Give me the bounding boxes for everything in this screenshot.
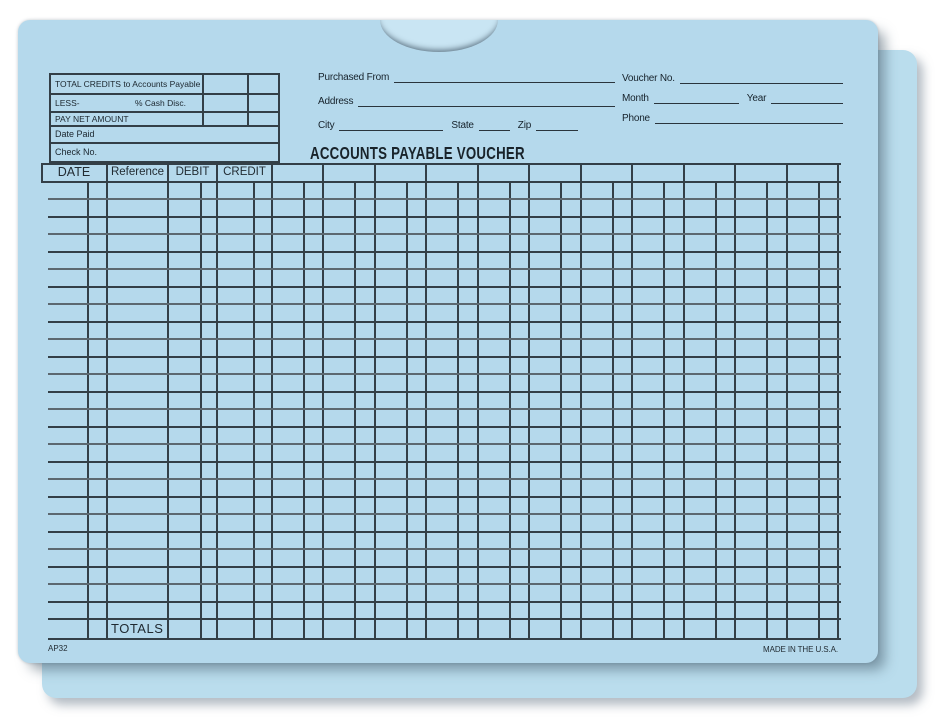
amount-cell (247, 113, 278, 125)
grid-line (457, 181, 459, 640)
page-title: ACCOUNTS PAYABLE VOUCHER (310, 143, 525, 163)
month-year-row (622, 92, 843, 104)
summary-label: Check No. (55, 147, 98, 157)
amount-cell (202, 75, 247, 93)
state-label: State (451, 120, 474, 131)
month-label: Month (622, 93, 649, 104)
summary-label: PAY NET AMOUNT (55, 113, 129, 124)
grid-line (48, 531, 841, 533)
grid-line (87, 181, 89, 640)
summary-row-total-credits (51, 75, 278, 93)
grid-line (48, 443, 841, 445)
grid-line (560, 181, 562, 640)
summary-label: TOTAL CREDITS to Accounts Payable (55, 78, 201, 89)
grid-line (48, 303, 841, 305)
grid-line (48, 373, 841, 375)
grid-line (48, 618, 841, 620)
grid-line (48, 251, 841, 253)
grid-line (766, 181, 768, 640)
phone-label: Phone (622, 113, 650, 124)
state-blank (479, 129, 510, 131)
zip-blank (536, 129, 578, 131)
grid-line (406, 181, 408, 640)
cash-disc-label: % Cash Disc. (134, 97, 186, 108)
amount-cell (202, 95, 247, 111)
amount-cell (202, 113, 247, 125)
grid-line (48, 566, 841, 568)
grid-line (48, 198, 841, 200)
year-label: Year (746, 93, 767, 104)
column-header-credit: CREDIT (223, 166, 266, 178)
address-label: Address (318, 96, 354, 107)
zip-label: Zip (517, 120, 532, 131)
less-label: LESS- (55, 97, 80, 108)
grid-line (48, 286, 841, 288)
voucher-no-row (622, 72, 843, 84)
grid-line (48, 601, 841, 603)
grid-line (48, 233, 841, 235)
city-blank (339, 129, 443, 131)
grid-line (48, 548, 841, 550)
grid-line (48, 356, 841, 358)
month-blank (654, 102, 739, 104)
grid-line (48, 478, 841, 480)
column-header-debit: DEBIT (175, 166, 210, 178)
grid-line (48, 338, 841, 340)
amount-cell (247, 95, 278, 111)
summary-label (51, 95, 202, 111)
grid-line (663, 181, 665, 640)
made-in-usa-label: MADE IN THE U.S.A. (763, 645, 838, 654)
grid-line (48, 216, 841, 218)
grid-line (48, 408, 841, 410)
grid-line (200, 181, 202, 640)
city-state-zip-row (318, 119, 598, 131)
column-header-date: DATE (57, 165, 91, 179)
voucher-no-blank (680, 82, 843, 84)
summary-label: Date Paid (55, 129, 95, 139)
summary-row-date-paid (51, 125, 278, 142)
summary-row-less-cash-disc (51, 93, 278, 111)
grid-line (509, 181, 511, 640)
grid-line (354, 181, 356, 640)
year-blank (771, 102, 843, 104)
grid-line (715, 181, 717, 640)
grid-line (41, 181, 841, 183)
grid-line (48, 496, 841, 498)
grid-line (48, 638, 841, 640)
city-label: City (318, 120, 335, 131)
summary-row-check-no (51, 142, 278, 161)
grid-line (303, 181, 305, 640)
grid-line (253, 181, 255, 640)
purchased-from-row (318, 71, 615, 83)
amount-cell (247, 75, 278, 93)
grid-line (48, 426, 841, 428)
grid-line (818, 181, 820, 640)
voucher-envelope (18, 20, 878, 663)
phone-row (622, 112, 843, 124)
totals-label: TOTALS (111, 621, 164, 636)
payment-summary-table (49, 73, 280, 163)
thumb-notch (380, 20, 498, 52)
purchased-from-blank (394, 81, 615, 83)
address-row (318, 95, 615, 107)
grid-line (612, 181, 614, 640)
form-number: AP32 (48, 644, 68, 653)
phone-blank (655, 122, 843, 124)
grid-line (48, 461, 841, 463)
grid-line (48, 321, 841, 323)
grid-line (48, 268, 841, 270)
address-blank (358, 105, 615, 107)
grid-line (48, 391, 841, 393)
voucher-no-label: Voucher No. (622, 73, 675, 84)
column-header-reference: Reference (110, 166, 165, 178)
grid-line (48, 513, 841, 515)
purchased-from-label: Purchased From (318, 72, 390, 83)
summary-row-pay-net (51, 111, 278, 125)
grid-line (48, 583, 841, 585)
